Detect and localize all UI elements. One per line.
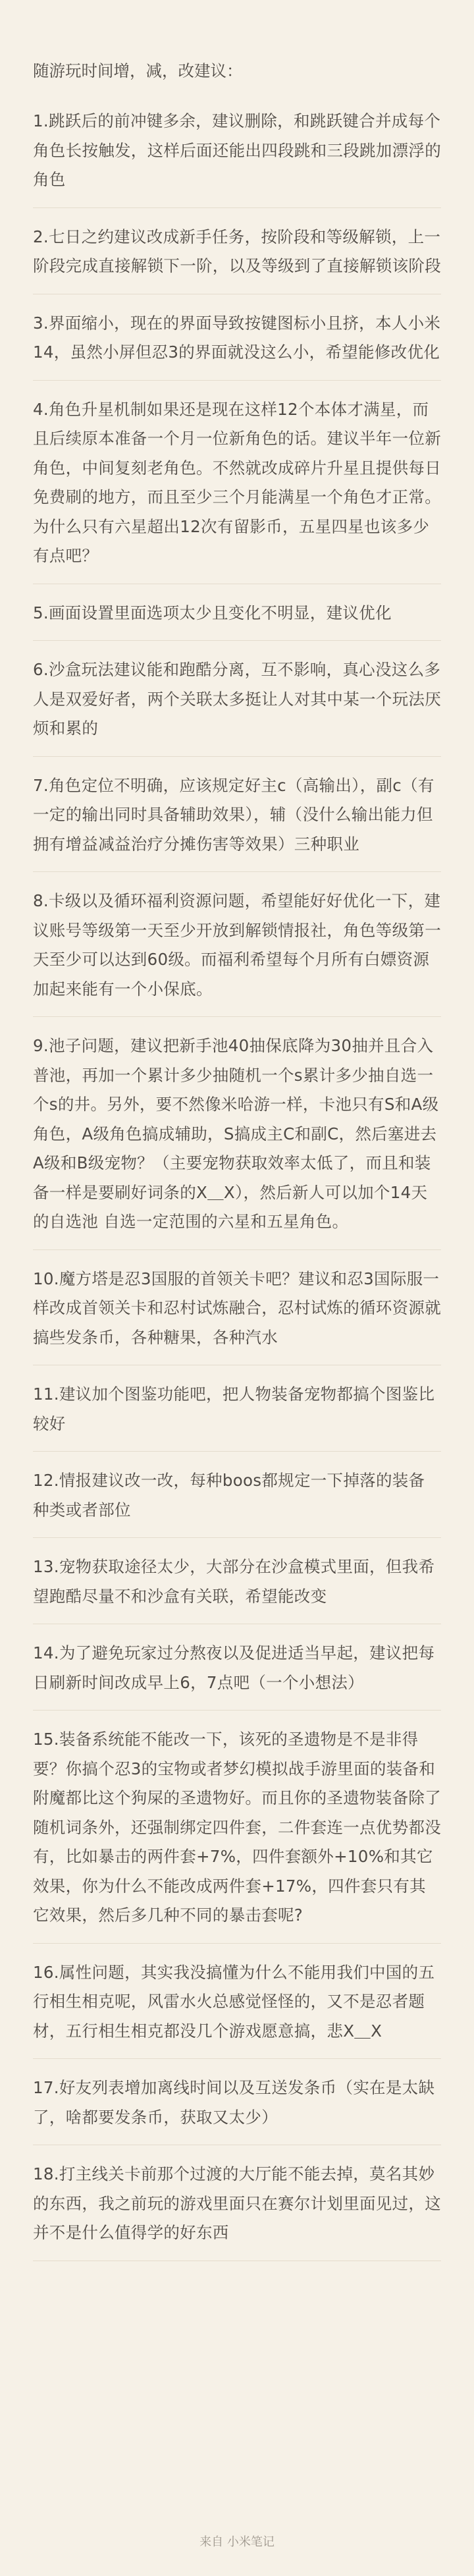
note-item: 13.宠物获取途径太少，大部分在沙盒模式里面，但我希望跑酷尽量不和沙盒有关联，希望能改变	[33, 1552, 441, 1624]
note-item: 9.池子问题，建议把新手池40抽保底降为30抽并且合入普池，再加一个累计多少抽随机一个s累计多少抽自选一个s的井。另外，要不然像米哈游一样，卡池只有S和A级角色，A级角色搞成辅助，S搞成主C和副C，然后塞进去A级和B级宠物？（主要宠物获取效率太低了，而且和装备一样是要刷好词条的X＿X），然后新人可以加个14天的自选池 自选一定范围的六星和五星角色。	[33, 1031, 441, 1250]
note-item: 17.好友列表增加离线时间以及互送发条币（实在是太缺了，啥都要发条币，获取又太少）	[33, 2073, 441, 2145]
note-item: 18.打主线关卡前那个过渡的大厅能不能去掉，莫名其妙的东西，我之前玩的游戏里面只在赛尔计划里面见过，这并不是什么值得学的好东西	[33, 2160, 441, 2261]
note-item: 8.卡级以及循环福利资源问题，希望能好好优化一下，建议账号等级第一天至少开放到解锁情报社，角色等级第一天至少可以达到60级。而福利希望每个月所有白嫖资源加起来能有一个小保底。	[33, 887, 441, 1017]
note-item: 16.属性问题，其实我没搞懂为什么不能用我们中国的五行相生相克呢，风雷水火总感觉怪怪的，又不是忍者题材，五行相生相克都没几个游戏愿意搞，悲X＿X	[33, 1958, 441, 2060]
note-item: 11.建议加个图鉴功能吧，把人物装备宠物都搞个图鉴比较好	[33, 1380, 441, 1452]
note-item: 5.画面设置里面选项太少且变化不明显，建议优化	[33, 599, 441, 642]
note-item: 15.装备系统能不能改一下，该死的圣遗物是不是非得要？你搞个忍3的宝物或者梦幻模拟战手游里面的装备和附魔都比这个狗屎的圣遗物好。而且你的圣遗物装备除了随机词条外，还强制绑定四件套，二件套连一点优势都没有，比如暴击的两件套+7%，四件套额外+10%和其它效果，你为什么不能改成两件套+17%，四件套只有其它效果，然后多几种不同的暴击套呢?	[33, 1725, 441, 1944]
note-item: 6.沙盒玩法建议能和跑酷分离，互不影响，真心没这么多人是双爱好者，两个关联太多挺让人对其中某一个玩法厌烦和累的	[33, 655, 441, 757]
note-item: 10.魔方塔是忍3国服的首领关卡吧？建议和忍3国际服一样改成首领关卡和忍村试炼融合，忍村试炼的循环资源就搞些发条币，各种糖果，各种汽水	[33, 1265, 441, 1366]
note-item: 3.界面缩小，现在的界面导致按键图标小且挤，本人小米14，虽然小屏但忍3的界面就没这么小，希望能修改优化	[33, 309, 441, 381]
source-footer: 来自 小米笔记	[199, 2535, 275, 2549]
note-item: 4.角色升星机制如果还是现在这样12个本体才满星，而且后续原本准备一个月一位新角色的话。建议半年一位新角色，中间复刻老角色。不然就改成碎片升星且提供每日免费刷的地方，而且至少三个月能满星一个角色才正常。为什么只有六星超出12次有留影币，五星四星也该多少有点吧？	[33, 395, 441, 584]
note-item: 2.七日之约建议改成新手任务，按阶段和等级解锁，上一阶段完成直接解锁下一阶，以及等级到了直接解锁该阶段	[33, 223, 441, 294]
note-item: 7.角色定位不明确，应该规定好主c（高输出），副c（有一定的输出同时具备辅助效果），辅（没什么输出能力但拥有增益减益治疗分摊伤害等效果）三种职业	[33, 771, 441, 873]
note-item: 1.跳跃后的前冲键多余，建议删除，和跳跃键合并成每个角色长按触发，这样后面还能出四段跳和三段跳加漂浮的角色	[33, 107, 441, 208]
note-item: 12.情报建议改一改，每种boos都规定一下掉落的装备种类或者部位	[33, 1466, 441, 1538]
note-item: 14.为了避免玩家过分熬夜以及促进适当早起，建议把每日刷新时间改成早上6，7点吧（一个小想法）	[33, 1639, 441, 1711]
note-intro: 随游玩时间增，减，改建议：	[33, 61, 243, 80]
